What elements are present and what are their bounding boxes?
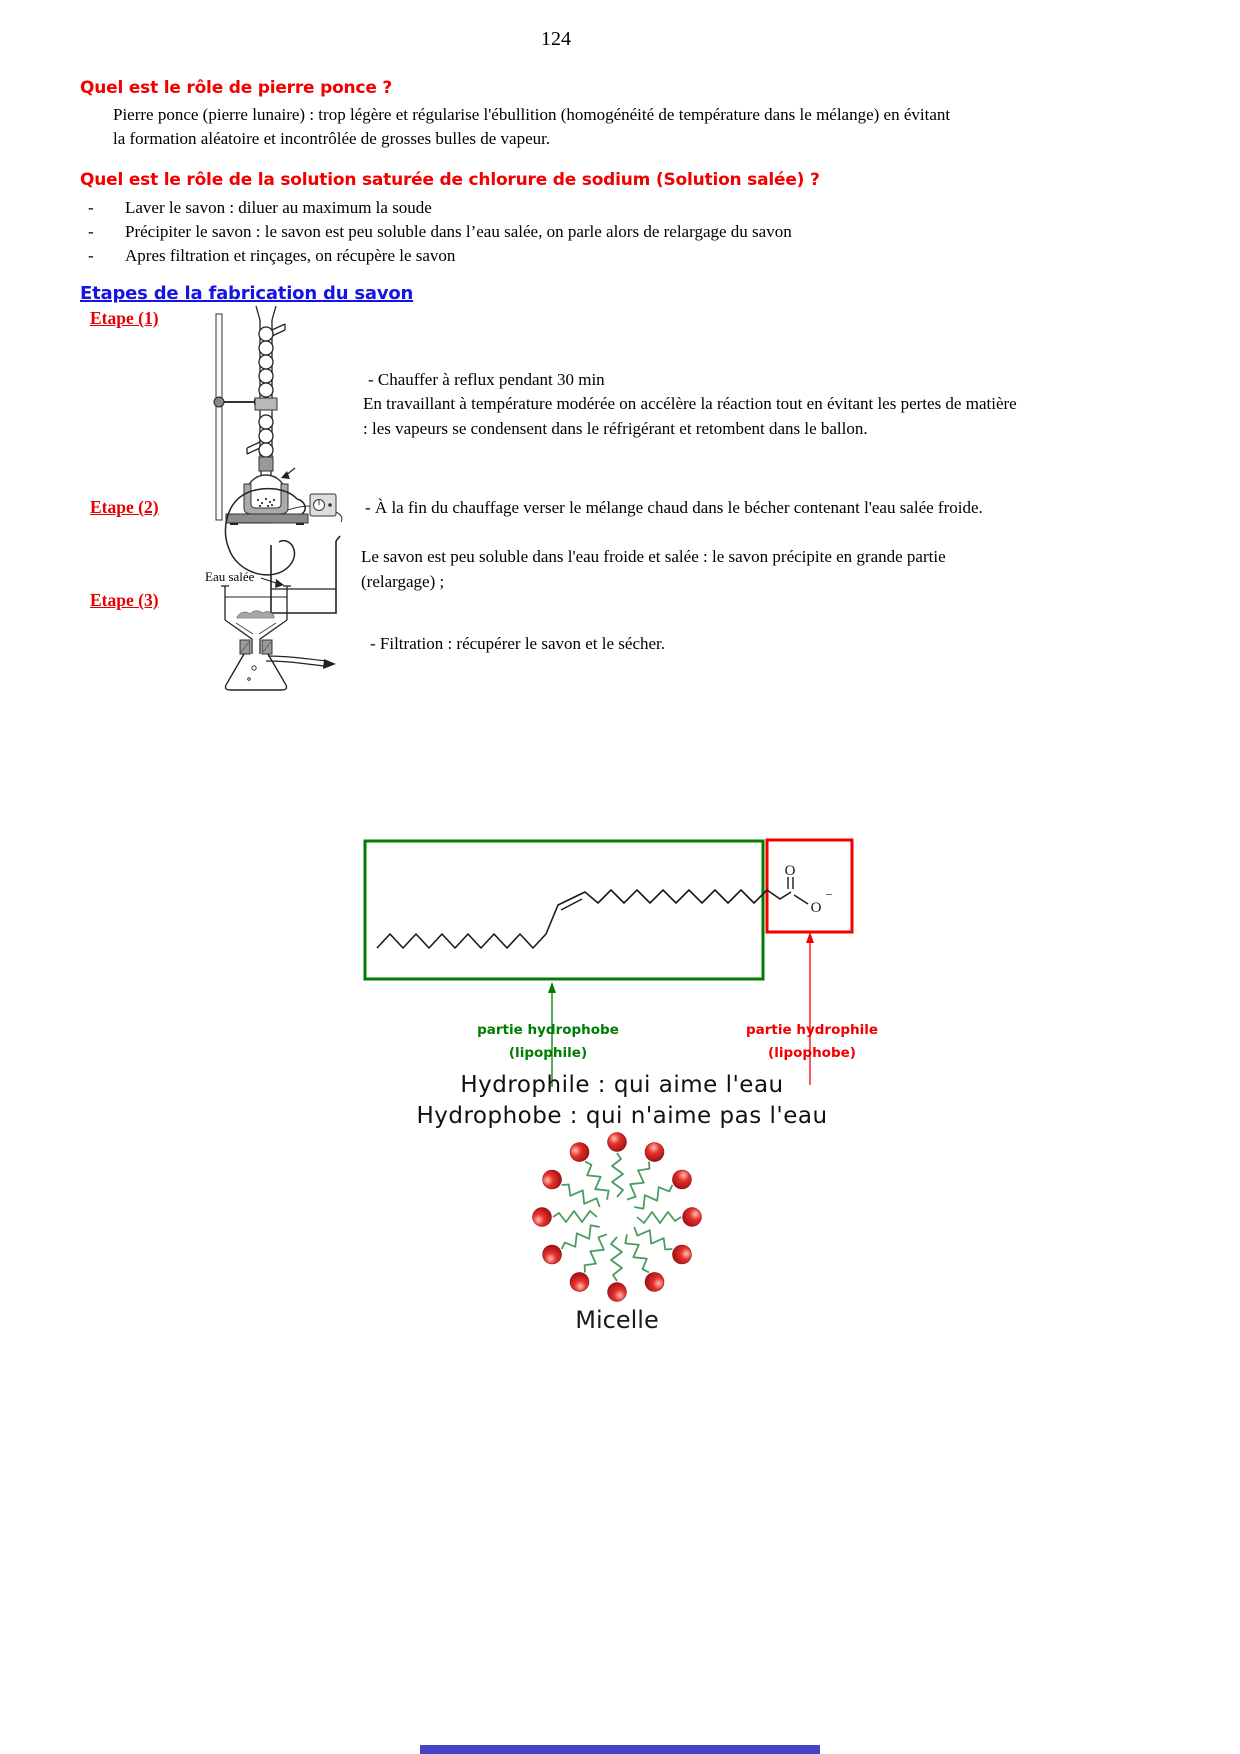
bullet-text: Apres filtration et rinçages, on récupère le savon: [125, 246, 456, 265]
micelle-caption: Micelle: [575, 1306, 659, 1334]
flow-arrow: [323, 659, 336, 669]
question-1-answer: Pierre ponce (pierre lunaire) : trop légère et régularise l'ébullition (homogénéité de température dans le mélange) en évitant la formation aléatoire et incontrôlée de grosses bulles de vapeur.: [113, 105, 951, 148]
negative-charge: −: [825, 887, 833, 902]
oxygen-atom: O: [810, 900, 822, 916]
carboxylate-group: [788, 877, 808, 904]
bullet-item: [88, 220, 1148, 244]
hydrophile-caption-line1: partie hydrophile: [745, 1022, 879, 1038]
question-2-bullets: [88, 196, 1148, 268]
ground-joint: [259, 457, 273, 471]
step-2-label: Etape (2): [90, 497, 159, 517]
soap-precipitate: [237, 611, 274, 618]
oxygen-atom: O: [784, 863, 796, 879]
bullet-item: [88, 196, 1148, 220]
step-1-label: Etape (1): [90, 308, 159, 328]
bullet-dash: -: [88, 246, 94, 265]
hydrophobe-caption: [448, 1019, 648, 1065]
filter-funnel: [221, 586, 291, 654]
surfactant-ring: [533, 1133, 702, 1302]
condenser-holder: [255, 398, 277, 410]
beaker-label: Eau salée: [205, 569, 255, 584]
step-3-instruction: - Filtration : récupérer le savon et le sécher.: [370, 634, 666, 653]
step-3-label: Etape (3): [90, 590, 159, 610]
hydrophobe-definition: Hydrophobe : qui n'aime pas l'eau: [416, 1103, 828, 1129]
clamp-knob: [214, 397, 224, 407]
hydrophile-caption-line2: (lipophobe): [768, 1045, 856, 1061]
bullet-item: [88, 244, 1148, 268]
hydrophile-definition: Hydrophile : qui aime l'eau: [460, 1072, 784, 1098]
steps-heading: Etapes de la fabrication du savon: [80, 283, 414, 304]
step-2-explanation: Le savon est peu soluble dans l'eau froide et salée : le savon précipite en grande partie (relargage) ;: [361, 547, 946, 591]
hydrophobic-part-box: [365, 841, 763, 979]
carbon-chain: [377, 890, 791, 948]
micelle-figure: [522, 1122, 712, 1312]
step-1-instruction: - Chauffer à reflux pendant 30 min: [368, 370, 605, 389]
question-1-heading: Quel est le rôle de pierre ponce ?: [80, 78, 393, 98]
cis-double-bond: [561, 899, 582, 910]
step-2-instruction: - À la fin du chauffage verser le mélange chaud dans le bécher contenant l'eau salée froide.: [365, 498, 983, 517]
hydrophobe-caption-line1: partie hydrophobe: [477, 1022, 619, 1038]
condenser: [247, 306, 285, 457]
bullet-dash: -: [88, 198, 94, 217]
filtration-figure: [195, 582, 370, 700]
vacuum-arm: [266, 656, 327, 666]
bullet-text: Laver le savon : diluer au maximum la soude: [125, 198, 432, 217]
hydrophilic-part-box: [767, 840, 852, 932]
page-number: 124: [541, 28, 571, 50]
hydrophobe-caption-line2: (lipophile): [508, 1045, 588, 1061]
erlenmeyer-flask: [226, 654, 287, 690]
question-2-heading: Quel est le rôle de la solution saturée de chlorure de sodium (Solution salée) ?: [80, 170, 820, 190]
bullet-dash: -: [88, 222, 94, 241]
hydrophile-caption: [712, 1019, 912, 1065]
bullet-text: Précipiter le savon : le savon est peu soluble dans l’eau salée, on parle alors de relargage du savon: [125, 222, 792, 241]
bottom-page-edge-bar: [420, 1745, 820, 1754]
step-1-explanation: En travaillant à température modérée on accélère la réaction tout en évitant les pertes de matière : les vapeurs se condensent dans le réfrigérant et retombent dans le ballon.: [363, 394, 1017, 438]
tilted-flask: [225, 489, 305, 575]
